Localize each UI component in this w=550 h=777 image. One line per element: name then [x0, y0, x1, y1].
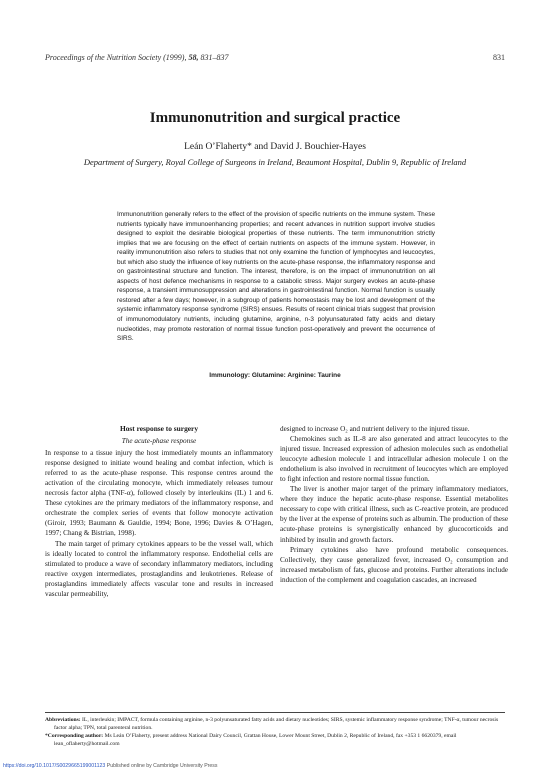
body-paragraph: Chemokines such as IL-8 are also generated and attract leucocytes to the injured tissue. Increased expression of adhesion molecules such as endothelial leucocyte adhesion molecule 1 and intracellular adhesion molecule 1 on the endothelium is also involved in recruitment of leucocytes which are employed to fight infection and restore normal tissue function. — [280, 435, 508, 484]
doi-link[interactable]: https://doi.org/10.1017/S0029665199001123 — [3, 763, 106, 769]
left-column — [45, 424, 273, 599]
abbreviations-footnote — [45, 716, 505, 732]
journal-volume: 58, — [188, 53, 199, 62]
keywords: Immunology: Glutamine: Arginine: Taurine — [209, 372, 341, 379]
article-affiliation: Department of Surgery, Royal College of Surgeons in Ireland, Beaumont Hospital, Dublin 9, Republic of Ireland — [83, 157, 467, 167]
corresponding-author-text: Ms Leán O’Flaherty, present address National Dairy Council, Grattan House, Lower Mount Street, Dublin 2, Republic of Ireland, fax +353 1 6620379, email lean_oflaherty@hotmail.com — [54, 733, 457, 747]
article-title: Immunonutrition and surgical practice — [149, 110, 401, 126]
article-authors: Leán O’Flaherty* and David J. Bouchier-Hayes — [184, 142, 366, 152]
corresponding-author-label: *Corresponding author: — [45, 733, 104, 739]
footnotes — [45, 716, 505, 748]
section-heading: Host response to surgery — [119, 424, 199, 433]
doi-footer — [3, 763, 217, 769]
page-number: 831 — [493, 53, 505, 62]
subsection-heading: The acute-phase response — [121, 437, 197, 446]
journal-name: Proceedings of the Nutrition Society — [45, 53, 162, 62]
abbreviations-text: IL, interleukin; IMPACT, formula containing arginine, n-3 polyunsaturated fatty acids and dietary nucleotides; SIRS, systemic inflammatory response syndrome; TNF-α, tumour necrosis factor alpha; TPN, total parenteral nutrition. — [54, 717, 499, 731]
footnote-divider — [45, 712, 505, 713]
abbreviations-label: Abbreviations: — [45, 717, 81, 723]
body-paragraph: In response to a tissue injury the host immediately mounts an inflammatory response designed to initiate wound healing and combat infection, which is referred to as the acute-phase response. This response centres around the activation of the circulating monocyte, which immediately releases tumour necrosis factor alpha (TNF-α), followed closely by interleukins (IL) 1 and 6. These cytokines are the primary mediators of the inflammatory response, and orchestrate the complex series of events that follow monocyte activation (Giroir, 1993; Baumann & Gauldie, 1994; Bone, 1996; Davies & O’Hagen, 1997; Chang & Bistrian, 1998). — [45, 449, 273, 538]
body-paragraph: Primary cytokines also have profound metabolic consequences. Collectively, they cause generalized fever, increased O₂ consumption and increased metabolism of fats, glucose and proteins. Further alterations include induction of the complement and coagulation cascades, an increased — [280, 545, 508, 584]
journal-pages: 831–837 — [200, 53, 229, 62]
publisher-note: Published online by Cambridge University Press — [105, 763, 218, 769]
running-head — [45, 53, 505, 62]
body-paragraph: The main target of primary cytokines appears to be the vessel wall, which is ideally located to control the inflammatory response. Endothelial cells are stimulated to produce a wave of secondary inflammatory mediators, including reactive oxygen intermediates, prostaglandins and leukotrienes. Release of prostaglandins immediately affects vascular tone and results in increased vascular permeability, — [45, 539, 273, 598]
corresponding-author-footnote — [45, 732, 505, 748]
journal-year: (1999), — [163, 53, 187, 62]
body-paragraph: The liver is another major target of the primary inflammatory mediators, where they induce the hepatic acute-phase response. Essential metabolites necessary to cope with critical illness, such as C-reactive protein, are produced by the liver at the expense of proteins such as albumin. The production of these acute-phase proteins is synergistically enhanced by glucocorticoids and inhibited by insulin and growth factors. — [280, 485, 509, 544]
right-column — [280, 424, 508, 585]
abstract: Immunonutrition generally refers to the effect of the provision of specific nutrients on the immune system. These nutrients typically have immunoenhancing properties; and recent advances in nutrition support involve studies designed to exploit the desirable biological properties of these nutrients. The term immunonutrition strictly implies that we are focusing on the effect of certain nutrients on aspects of the immune system. However, in reality immunonutrition also refers to studies that not only examine the function of lymphocytes and leucocytes, but which also study the influence of key nutrients on the acute-phase response, the inflammatory response and on gastrointestinal structure and function. The interest, therefore, is on the impact of immunonutrition on all aspects of host defence mechanisms in response to a catabolic stress. Major surgery evokes an acute-phase response, a transient immunosuppression and alterations in gastrointestinal function. Normal function is usually restored after a few days; however, in a subgroup of patients homeostasis may be lost and development of the systemic inflammatory response syndrome (SIRS) ensues. Results of recent clinical trials suggest that provision of immunomodulatory nutrients, including glutamine, arginine, n-3 polyunsaturated fatty acids and dietary nucleotides, may promote restoration of normal tissue function post-operatively and prevent the occurrence of SIRS. — [117, 211, 435, 343]
body-paragraph: designed to increase O₂ and nutrient delivery to the injured tissue. — [280, 425, 470, 433]
